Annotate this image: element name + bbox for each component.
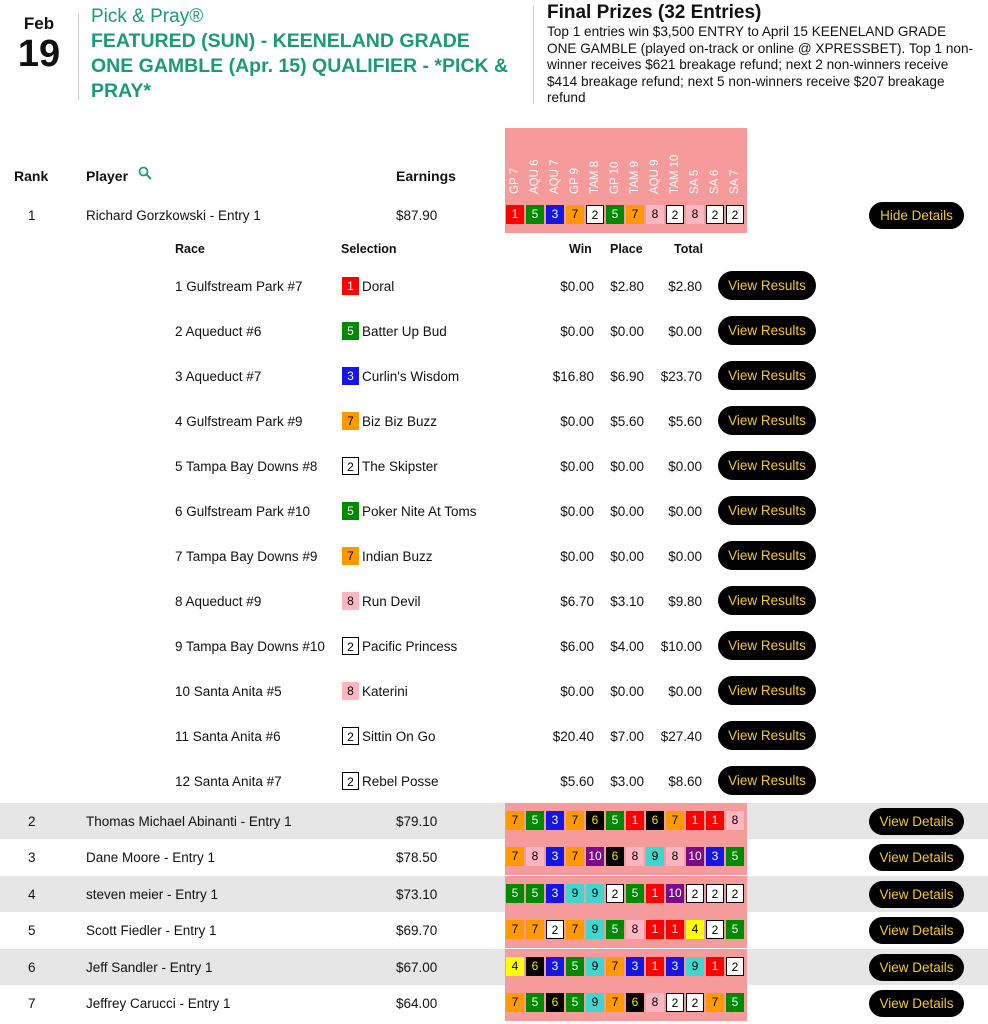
pick-chip: 8 [726, 811, 744, 830]
race-detail-row [0, 266, 988, 311]
pick-chip: 1 [686, 811, 704, 830]
prizes-title: Final Prizes (32 Entries) [547, 2, 762, 23]
date-day: 19 [17, 33, 61, 75]
horse-name: Doral [362, 279, 395, 294]
pick-chip: 2 [606, 884, 624, 903]
win-payout: $0.00 [560, 549, 594, 564]
pick-chip: 5 [606, 811, 624, 830]
horse-name: Batter Up Bud [362, 324, 447, 339]
pick-chip: 3 [546, 884, 564, 903]
total-payout: $0.00 [668, 684, 702, 699]
view-results-button[interactable]: View Results [718, 316, 816, 345]
place-payout: $7.00 [610, 729, 644, 744]
player-column-header: Player [86, 168, 129, 184]
header-divider [78, 14, 79, 100]
player-name: Richard Gorzkowski - Entry 1 [86, 208, 261, 223]
view-details-button[interactable]: View Details [869, 844, 964, 871]
race-name: 12 Santa Anita #7 [175, 774, 282, 789]
race-header-label: SA 5 [689, 169, 701, 194]
view-details-button[interactable]: View Details [869, 954, 964, 981]
detail-header-win: Win [569, 242, 592, 256]
place-payout: $6.90 [610, 369, 644, 384]
pick-chip: 3 [546, 957, 564, 976]
pick-chip: 5 [526, 811, 544, 830]
pick-chip: 9 [586, 884, 604, 903]
horse-name: Curlin's Wisdom [362, 369, 460, 384]
total-payout: $0.00 [668, 549, 702, 564]
view-results-button[interactable]: View Results [718, 586, 816, 615]
player-rank: 1 [28, 208, 36, 223]
race-detail-row [0, 581, 988, 626]
player-picks [505, 847, 747, 867]
race-column-headers [505, 128, 747, 196]
total-payout: $5.60 [668, 414, 702, 429]
pick-chip: 8 [626, 920, 644, 939]
pick-chip: 4 [686, 920, 704, 939]
player-rank: 5 [28, 923, 36, 939]
pick-chip: 3 [546, 847, 564, 866]
player-earnings: $78.50 [396, 850, 438, 866]
selection-number: 2 [342, 457, 359, 475]
win-payout: $5.60 [560, 774, 594, 789]
pick-chip: 5 [526, 993, 544, 1012]
pick-chip: 3 [706, 847, 724, 866]
total-payout: $27.40 [660, 729, 702, 744]
race-header-label: TAM 9 [629, 160, 641, 194]
race-header-label: TAM 10 [669, 154, 681, 194]
race-header-tam-10 [665, 128, 685, 194]
leaderboard-row [0, 876, 988, 912]
header-divider [533, 6, 534, 104]
race-detail-row [0, 446, 988, 491]
pick-chip: 1 [646, 884, 664, 903]
total-payout: $2.80 [668, 279, 702, 294]
detail-header-selection: Selection [341, 242, 397, 256]
selection-number: 2 [342, 772, 359, 790]
horse-name: Poker Nite At Toms [362, 504, 477, 519]
view-details-button[interactable]: View Details [869, 881, 964, 908]
pick-chip: 10 [586, 847, 604, 866]
race-header-gp-10 [605, 128, 625, 194]
pick-chip: 6 [586, 811, 604, 830]
race-header-label: AQU 6 [529, 159, 541, 194]
place-payout: $3.10 [610, 594, 644, 609]
race-detail-row [0, 671, 988, 716]
pick-chip: 8 [626, 847, 644, 866]
pick-chip: 8 [646, 205, 664, 224]
pick-chip: 5 [566, 993, 584, 1012]
hide-details-button[interactable]: Hide Details [869, 202, 964, 229]
race-header-sa-5 [685, 128, 705, 194]
view-results-button[interactable]: View Results [718, 676, 816, 705]
selection-number: 5 [342, 322, 359, 340]
horse-name: Pacific Princess [362, 639, 458, 654]
detail-header-total: Total [674, 242, 703, 256]
view-details-button[interactable]: View Details [869, 917, 964, 944]
race-detail-row [0, 491, 988, 536]
race-header-label: AQU 7 [549, 159, 561, 194]
race-header-aqu-7 [545, 128, 565, 194]
player-earnings: $79.10 [396, 814, 438, 829]
pick-chip: 2 [706, 884, 724, 903]
race-name: 8 Aqueduct #9 [175, 594, 262, 609]
selection-number: 1 [342, 277, 359, 295]
player-picks [505, 957, 747, 977]
pick-chip: 2 [666, 993, 684, 1012]
pick-chip: 1 [626, 811, 644, 830]
race-header-label: GP 9 [569, 168, 581, 194]
pick-chip: 9 [566, 884, 584, 903]
view-results-button[interactable]: View Results [718, 406, 816, 435]
player-picks [505, 205, 747, 225]
player-rank: 4 [28, 886, 36, 902]
pick-chip: 1 [706, 957, 724, 976]
place-payout: $0.00 [610, 684, 644, 699]
pick-chip: 9 [586, 993, 604, 1012]
pick-chip: 7 [566, 920, 584, 939]
player-earnings: $87.90 [396, 208, 438, 223]
player-rank: 2 [28, 814, 36, 829]
total-payout: $0.00 [668, 504, 702, 519]
win-payout: $6.70 [560, 594, 594, 609]
selection-number: 8 [342, 592, 359, 610]
pick-chip: 7 [506, 811, 524, 830]
contest-title: FEATURED (SUN) - KEENELAND GRADE ONE GAMBLE (Apr. 15) QUALIFIER - *PICK & PRAY* [91, 30, 509, 102]
place-payout: $4.00 [610, 639, 644, 654]
race-name: 1 Gulfstream Park #7 [175, 279, 303, 294]
race-header-label: GP 7 [509, 168, 521, 194]
pick-chip: 1 [706, 811, 724, 830]
total-payout: $9.80 [668, 594, 702, 609]
horse-name: Sittin On Go [362, 729, 436, 744]
pick-chip: 1 [646, 920, 664, 939]
pick-chip: 3 [666, 957, 684, 976]
pick-chip: 1 [646, 957, 664, 976]
pick-chip: 2 [686, 993, 704, 1012]
pick-chip: 7 [706, 993, 724, 1012]
player-rank: 3 [28, 850, 36, 866]
earnings-column-header: Earnings [396, 168, 456, 184]
leaderboard-row [0, 985, 988, 1021]
selection-number: 3 [342, 367, 359, 385]
horse-name: Rebel Posse [362, 774, 439, 789]
pick-chip: 1 [506, 205, 524, 224]
detail-header-race: Race [175, 242, 205, 256]
pick-chip: 5 [726, 993, 744, 1012]
player-picks [505, 811, 747, 831]
pick-chip: 5 [506, 884, 524, 903]
selection-number: 2 [342, 727, 359, 745]
pick-chip: 6 [526, 957, 544, 976]
total-payout: $0.00 [668, 324, 702, 339]
win-payout: $0.00 [560, 459, 594, 474]
total-payout: $0.00 [668, 459, 702, 474]
pick-chip: 7 [606, 957, 624, 976]
pick-chip: 1 [666, 920, 684, 939]
race-header-tam-9 [625, 128, 645, 194]
race-header-label: AQU 9 [649, 159, 661, 194]
pick-chip: 7 [566, 847, 584, 866]
place-payout: $0.00 [610, 549, 644, 564]
pick-chip: 3 [546, 811, 564, 830]
view-results-button[interactable]: View Results [718, 271, 816, 300]
contest-type: Pick & Pray® [91, 6, 204, 27]
pick-chip: 10 [686, 847, 704, 866]
player-picks [505, 884, 747, 904]
player-name: Scott Fiedler - Entry 1 [86, 923, 217, 939]
search-icon[interactable] [138, 166, 152, 180]
view-results-button[interactable]: View Results [718, 541, 816, 570]
pick-chip: 7 [506, 920, 524, 939]
rank-column-header: Rank [14, 168, 49, 184]
view-details-button[interactable]: View Details [869, 808, 964, 835]
race-name: 7 Tampa Bay Downs #9 [175, 549, 318, 564]
pick-chip: 2 [706, 920, 724, 939]
win-payout: $0.00 [560, 504, 594, 519]
race-header-aqu-6 [525, 128, 545, 194]
win-payout: $6.00 [560, 639, 594, 654]
race-name: 9 Tampa Bay Downs #10 [175, 639, 325, 654]
pick-chip: 2 [726, 205, 744, 224]
win-payout: $0.00 [560, 279, 594, 294]
pick-chip: 5 [606, 920, 624, 939]
date-month: Feb [23, 14, 55, 33]
win-payout: $0.00 [560, 414, 594, 429]
race-header-gp-9 [565, 128, 585, 194]
player-earnings: $67.00 [396, 959, 438, 975]
horse-name: Indian Buzz [362, 549, 433, 564]
race-header-aqu-9 [645, 128, 665, 194]
horse-name: Run Devil [362, 594, 421, 609]
pick-chip: 2 [586, 205, 604, 224]
pick-chip: 6 [626, 993, 644, 1012]
pick-chip: 7 [506, 993, 524, 1012]
pick-chip: 5 [626, 884, 644, 903]
race-header-gp-7 [505, 128, 525, 194]
race-header-sa-6 [705, 128, 725, 194]
race-name: 6 Gulfstream Park #10 [175, 504, 311, 519]
selection-number: 2 [342, 637, 359, 655]
player-name: Dane Moore - Entry 1 [86, 850, 216, 866]
pick-chip: 7 [566, 811, 584, 830]
pick-chip: 4 [506, 957, 524, 976]
leaderboard-row [0, 949, 988, 985]
leaderboard-row [0, 803, 988, 839]
player-earnings: $69.70 [396, 923, 438, 939]
race-header-label: TAM 8 [589, 160, 601, 194]
player-rank: 6 [28, 959, 36, 975]
pick-chip: 3 [546, 205, 564, 224]
pick-chip: 5 [566, 957, 584, 976]
player-rank: 7 [28, 996, 36, 1011]
view-results-button[interactable]: View Results [718, 496, 816, 525]
pick-chip: 8 [526, 847, 544, 866]
pick-chip: 9 [586, 920, 604, 939]
pick-chip: 2 [726, 957, 744, 976]
selection-number: 5 [342, 502, 359, 520]
race-header-label: GP 10 [609, 161, 621, 194]
race-detail-row [0, 536, 988, 581]
pick-chip: 3 [626, 957, 644, 976]
player-earnings: $64.00 [396, 996, 438, 1011]
contest-date [0, 14, 78, 74]
leaderboard-row [0, 912, 988, 948]
race-name: 3 Aqueduct #7 [175, 369, 262, 384]
pick-chip: 9 [586, 957, 604, 976]
player-name: Jeffrey Carucci - Entry 1 [86, 996, 231, 1011]
player-name: Thomas Michael Abinanti - Entry 1 [86, 814, 292, 829]
pick-chip: 6 [546, 993, 564, 1012]
place-payout: $2.80 [610, 279, 644, 294]
pick-chip: 7 [606, 993, 624, 1012]
pick-chip: 5 [526, 884, 544, 903]
pick-chip: 8 [646, 993, 664, 1012]
selection-number: 7 [342, 547, 359, 565]
view-results-button[interactable]: View Results [718, 631, 816, 660]
selection-number: 8 [342, 682, 359, 700]
pick-chip: 7 [526, 920, 544, 939]
win-payout: $0.00 [560, 324, 594, 339]
pick-chip: 5 [526, 205, 544, 224]
view-results-button[interactable]: View Results [718, 451, 816, 480]
pick-chip: 2 [666, 205, 684, 224]
total-payout: $23.70 [660, 369, 702, 384]
race-detail-row [0, 356, 988, 401]
selection-number: 7 [342, 412, 359, 430]
pick-chip: 2 [546, 920, 564, 939]
place-payout: $5.60 [610, 414, 644, 429]
view-results-button[interactable]: View Results [718, 361, 816, 390]
win-payout: $0.00 [560, 684, 594, 699]
pick-chip: 7 [506, 847, 524, 866]
pick-chip: 6 [606, 847, 624, 866]
pick-chip: 5 [726, 920, 744, 939]
player-name: steven meier - Entry 1 [86, 886, 219, 902]
horse-name: The Skipster [362, 459, 438, 474]
player-picks [505, 920, 747, 940]
place-payout: $0.00 [610, 504, 644, 519]
win-payout: $16.80 [552, 369, 594, 384]
pick-chip: 7 [566, 205, 584, 224]
pick-chip: 10 [666, 884, 684, 903]
race-name: 2 Aqueduct #6 [175, 324, 262, 339]
place-payout: $0.00 [610, 459, 644, 474]
race-header-tam-8 [585, 128, 605, 194]
pick-chip: 8 [666, 847, 684, 866]
win-payout: $20.40 [552, 729, 594, 744]
race-detail-row [0, 401, 988, 446]
pick-chip: 2 [706, 205, 724, 224]
race-header-label: SA 7 [729, 169, 741, 194]
race-detail-row [0, 311, 988, 356]
player-name: Jeff Sandler - Entry 1 [86, 959, 213, 975]
view-results-button[interactable]: View Results [718, 721, 816, 750]
race-detail-row [0, 626, 988, 671]
race-detail-row [0, 716, 988, 761]
pick-chip: 5 [726, 847, 744, 866]
place-payout: $3.00 [610, 774, 644, 789]
prizes-description: Top 1 entries win $3,500 ENTRY to April 15 KEENELAND GRADE ONE GAMBLE (played on-track or online @ XPRESSBET). Top 1 non-winner receives $621 breakage refund; next 2 non-winners receive $414 breakage refund; next 5 non-winners receive $207 breakage refund [547, 24, 974, 105]
pick-chip: 6 [646, 811, 664, 830]
pick-chip: 2 [726, 884, 744, 903]
view-results-button[interactable]: View Results [718, 766, 816, 795]
detail-header-place: Place [610, 242, 643, 256]
race-header-sa-7 [725, 128, 745, 194]
pick-chip: 5 [606, 205, 624, 224]
race-detail-row [0, 761, 988, 806]
total-payout: $10.00 [660, 639, 702, 654]
pick-chip: 9 [686, 957, 704, 976]
race-name: 11 Santa Anita #6 [175, 729, 281, 744]
pick-chip: 7 [666, 811, 684, 830]
leaderboard-row [0, 839, 988, 875]
race-name: 5 Tampa Bay Downs #8 [175, 459, 318, 474]
player-picks [505, 993, 747, 1013]
place-payout: $0.00 [610, 324, 644, 339]
race-name: 10 Santa Anita #5 [175, 684, 282, 699]
view-details-button[interactable]: View Details [869, 990, 964, 1017]
horse-name: Biz Biz Buzz [362, 414, 438, 429]
pick-chip: 8 [686, 205, 704, 224]
race-header-label: SA 6 [709, 169, 721, 194]
race-name: 4 Gulfstream Park #9 [175, 414, 303, 429]
pick-chip: 9 [646, 847, 664, 866]
pick-chip: 7 [626, 205, 644, 224]
pick-chip: 2 [686, 884, 704, 903]
total-payout: $8.60 [668, 774, 702, 789]
horse-name: Katerini [362, 684, 408, 699]
leaderboard-row [0, 197, 988, 233]
player-earnings: $73.10 [396, 886, 438, 902]
